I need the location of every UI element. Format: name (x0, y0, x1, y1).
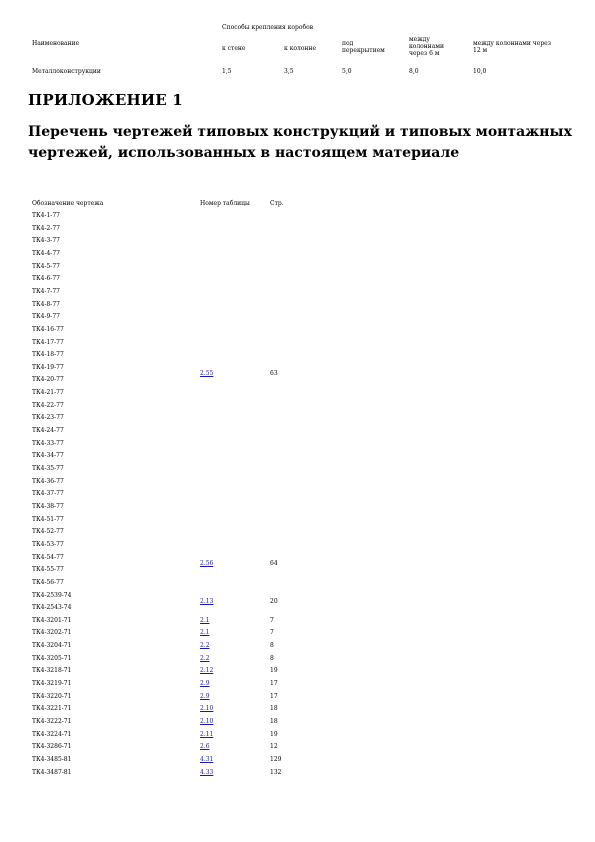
page-number: 19 (270, 667, 278, 675)
drawing-code: ТК4-33-77 (32, 439, 64, 447)
page-number: 12 (270, 743, 278, 751)
drawing-code: ТК4-5-77 (32, 262, 60, 270)
drawing-code: ТК4-38-77 (32, 502, 64, 510)
table-number-link[interactable]: 2.9 (200, 692, 210, 700)
drawing-code: ТК4-24-77 (32, 427, 64, 435)
drawing-code: ТК4-2-77 (32, 224, 60, 232)
drawing-code: ТК4-3220-71 (32, 692, 72, 700)
table-number-link[interactable]: 2.2 (200, 642, 210, 650)
header-table-number: Номер таблицы (200, 200, 250, 207)
page-number: 64 (270, 559, 278, 567)
drawing-code: ТК4-3205-71 (32, 654, 72, 662)
drawing-code: ТК4-8-77 (32, 300, 60, 308)
drawing-code: ТК4-2539-74 (32, 591, 72, 599)
row-value-ceiling: 5,0 (342, 68, 352, 75)
page-number: 18 (270, 718, 278, 725)
page-number: 18 (270, 705, 278, 713)
drawing-code: ТК4-3485-81 (32, 755, 72, 763)
drawing-code: ТК4-52-77 (32, 528, 64, 536)
table-number-link[interactable]: 2.10 (200, 718, 214, 725)
drawing-code: ТК4-34-77 (32, 452, 64, 460)
header-page: Стр. (270, 200, 284, 207)
table-number-link[interactable]: 2.6 (200, 743, 210, 751)
drawing-code: ТК4-23-77 (32, 414, 64, 422)
page-number: 17 (270, 680, 278, 688)
page-number: 17 (270, 692, 278, 700)
drawing-code: ТК4-16-77 (32, 325, 64, 333)
drawing-code: ТК4-3218-71 (32, 667, 72, 675)
drawing-code: ТК4-35-77 (32, 465, 64, 472)
page-number: 8 (270, 642, 274, 650)
drawing-code: ТК4-36-77 (32, 477, 64, 485)
page-number: 19 (270, 730, 278, 738)
drawing-code: ТК4-18-77 (32, 351, 64, 359)
drawing-code: ТК4-3204-71 (32, 642, 72, 650)
drawing-code: ТК4-17-77 (32, 338, 64, 346)
row-value-wall: 1,5 (222, 68, 232, 75)
drawing-code: ТК4-3202-71 (32, 629, 72, 637)
row-name: Металлоконструкции (32, 68, 101, 75)
drawing-code: ТК4-53-77 (32, 540, 64, 548)
drawing-code: ТК4-3222-71 (32, 718, 72, 725)
drawing-code: ТК4-4-77 (32, 249, 60, 257)
table-number-link[interactable]: 2.10 (200, 705, 214, 713)
col-header-12m: между колоннами через 12 м (473, 40, 551, 54)
drawing-code: ТК4-54-77 (32, 553, 64, 561)
row-value-column: 3,5 (284, 68, 294, 75)
row-value-6m: 8,0 (409, 68, 419, 75)
drawing-code: ТК4-21-77 (32, 389, 64, 397)
page-number: 132 (270, 768, 282, 776)
col-header-column: к колонне (284, 45, 316, 52)
drawing-code: ТК4-3487-81 (32, 768, 72, 776)
drawing-code: ТК4-19-77 (32, 363, 64, 371)
drawing-code: ТК4-6-77 (32, 275, 60, 283)
table-number-link[interactable]: 2.2 (200, 654, 210, 662)
table-number-link[interactable]: 2.1 (200, 629, 210, 637)
group-header: Способы крепления коробов (222, 24, 314, 31)
drawing-code: ТК4-37-77 (32, 490, 64, 498)
drawing-code: ТК4-22-77 (32, 401, 64, 409)
name-header: Наименование (32, 40, 80, 47)
drawing-code: ТК4-3286-71 (32, 743, 72, 751)
drawing-code: ТК4-2543-74 (32, 604, 72, 612)
table-number-link[interactable]: 2.13 (200, 597, 214, 605)
row-value-12m: 10,0 (473, 68, 487, 75)
drawing-code: ТК4-3221-71 (32, 705, 72, 713)
drawing-code: ТК4-56-77 (32, 578, 64, 586)
table-number-link[interactable]: 2.55 (200, 370, 214, 378)
table-number-link[interactable]: 2.11 (200, 730, 214, 738)
table-number-link[interactable]: 4.31 (200, 755, 214, 763)
page-number: 7 (270, 629, 274, 637)
drawing-code: ТК4-3219-71 (32, 680, 72, 688)
page-number: 7 (270, 616, 274, 624)
drawing-code: ТК4-55-77 (32, 566, 64, 574)
col-header-wall: к стене (222, 45, 246, 52)
drawing-code: ТК4-9-77 (32, 313, 60, 321)
table-number-link[interactable]: 4.33 (200, 768, 214, 776)
page-number: 20 (270, 597, 278, 605)
col-header-6m: между колоннами через 6 м (409, 36, 445, 57)
drawing-code: ТК4-3201-71 (32, 616, 72, 624)
page-number: 129 (270, 755, 282, 763)
col-header-ceiling: под перекрытием (342, 40, 385, 54)
list-title: Перечень чертежей типовых конструкций и типовых монтажных чертежей, использованных в настоящем материале (28, 124, 572, 161)
drawing-code: ТК4-3224-71 (32, 730, 72, 738)
drawing-code: ТК4-20-77 (32, 376, 64, 384)
drawing-code: ТК4-51-77 (32, 515, 64, 523)
appendix-title: ПРИЛОЖЕНИЕ 1 (28, 91, 183, 109)
table-number-link[interactable]: 2.12 (200, 667, 214, 675)
table-number-link[interactable]: 2.56 (200, 559, 214, 567)
table-number-link[interactable]: 2.9 (200, 680, 210, 688)
drawing-code: ТК4-1-77 (32, 212, 60, 219)
header-code: Обозначение чертежа (32, 200, 104, 207)
drawing-code: ТК4-3-77 (32, 237, 60, 245)
page-number: 63 (270, 370, 278, 378)
drawing-code: ТК4-7-77 (32, 287, 60, 295)
table-number-link[interactable]: 2.1 (200, 616, 210, 624)
page-number: 8 (270, 654, 274, 662)
